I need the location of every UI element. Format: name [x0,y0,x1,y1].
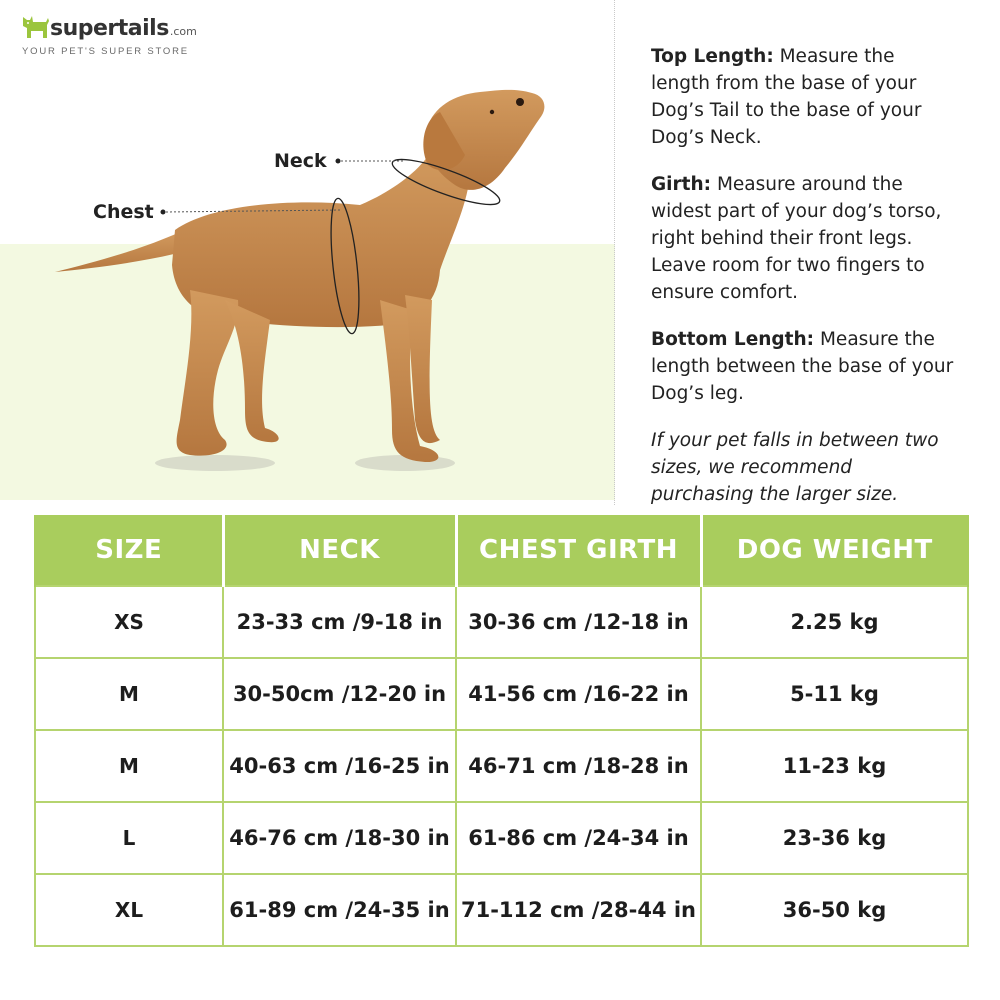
dog-body [55,90,544,462]
table-row [35,586,968,658]
size-cell: XL [35,874,223,946]
top-length-instruction [651,43,956,151]
dog-logo-icon [20,14,50,40]
size-chart-table [34,515,969,947]
dog-weight-cell: 2.25 kg [701,586,968,658]
neck-cell: 30-50cm /12-20 in [223,658,456,730]
chest-girth-cell: 71-112 cm /28-44 in [456,874,701,946]
neck-cell: 23-33 cm /9-18 in [223,586,456,658]
chest-girth-cell: 30-36 cm /12-18 in [456,586,701,658]
chest-girth-cell: 61-86 cm /24-34 in [456,802,701,874]
table-row [35,874,968,946]
section-divider [614,0,615,505]
brand-tagline: YOUR PET'S SUPER STORE [22,46,189,57]
girth-text: Measure around the widest part of your dog’s torso, right behind their front legs. Leave room for two fingers to ensure comfort. [651,174,942,303]
dog-weight-cell: 23-36 kg [701,802,968,874]
brand-domain: .com [169,25,197,38]
header-dog-weight: DOG WEIGHT [701,515,968,586]
girth-instruction [651,171,956,306]
bottom-length-instruction [651,326,956,407]
top-length-text: Measure the length from the base of your Dog’s Tail to the base of your Dog’s Neck. [651,46,922,148]
neck-cell: 61-89 cm /24-35 in [223,874,456,946]
neck-cell: 46-76 cm /18-30 in [223,802,456,874]
table-row [35,730,968,802]
chest-callout-dot [161,210,166,215]
chest-girth-cell: 41-56 cm /16-22 in [456,658,701,730]
size-cell: M [35,730,223,802]
girth-heading: Girth: [651,174,712,195]
neck-callout-dot [336,159,341,164]
header-chest-girth: CHEST GIRTH [456,515,701,586]
size-cell: L [35,802,223,874]
dog-nose [516,98,524,106]
neck-cell: 40-63 cm /16-25 in [223,730,456,802]
size-cell: M [35,658,223,730]
top-length-heading: Top Length: [651,46,774,67]
dog-eye [490,110,494,114]
brand-logo[interactable] [20,14,197,57]
dog-shadow [155,455,275,471]
dog-weight-cell: 5-11 kg [701,658,968,730]
dog-weight-cell: 11-23 kg [701,730,968,802]
bottom-length-heading: Bottom Length: [651,329,815,350]
header-neck: NECK [223,515,456,586]
table-row [35,802,968,874]
table-header-row [35,515,968,586]
bottom-length-text: Measure the length between the base of your Dog’s leg. [651,329,954,404]
sizing-note: If your pet falls in between two sizes, we recommend purchasing the larger size. [651,430,939,505]
header-size: SIZE [35,515,223,586]
size-cell: XS [35,586,223,658]
neck-callout-label: Neck [274,150,327,172]
table-row [35,658,968,730]
chest-girth-cell: 46-71 cm /18-28 in [456,730,701,802]
dog-weight-cell: 36-50 kg [701,874,968,946]
measurement-instructions [651,43,956,528]
brand-name: supertails [50,16,169,41]
dog-measurement-illustration [40,80,560,480]
chest-callout-label: Chest [93,201,154,223]
